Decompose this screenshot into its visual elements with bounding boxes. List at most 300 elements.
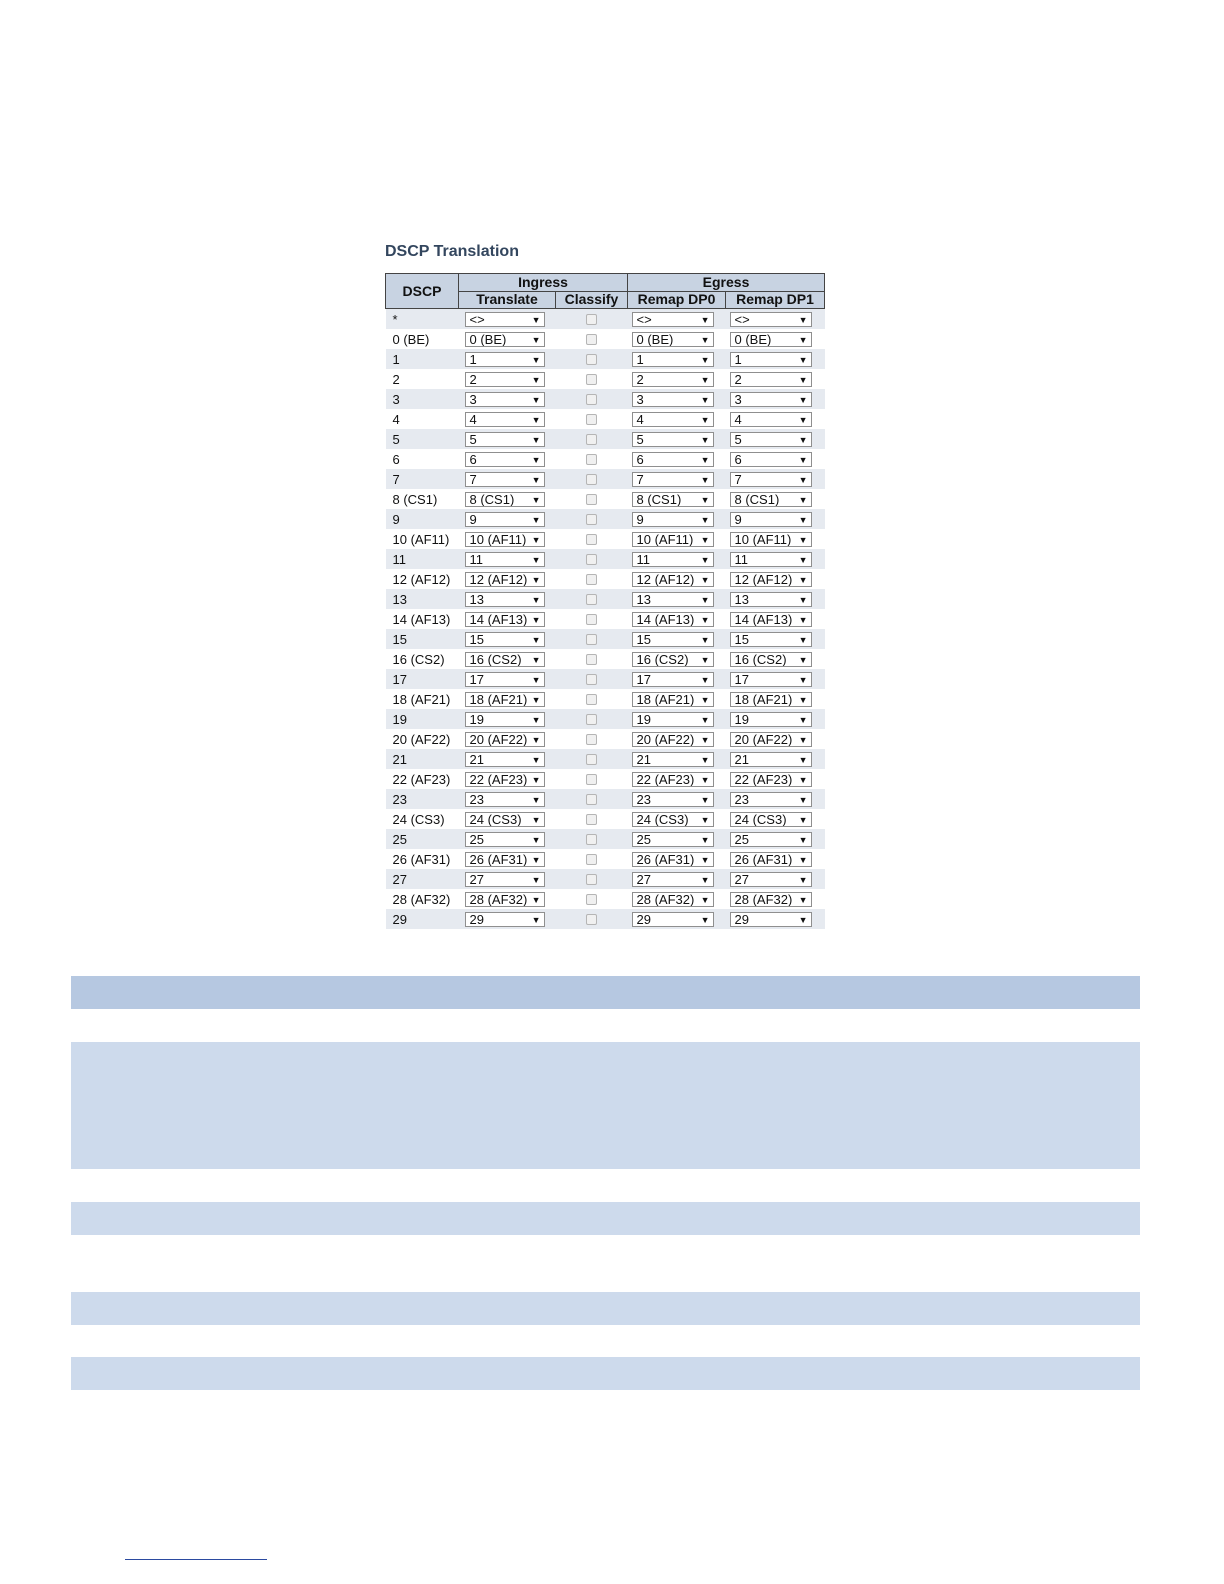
translate-select[interactable] xyxy=(465,672,545,687)
remap-dp1-cell xyxy=(726,749,825,769)
classify-checkbox[interactable] xyxy=(586,814,597,825)
chevron-down-icon: ▼ xyxy=(700,814,710,825)
chevron-down-icon: ▼ xyxy=(531,654,541,665)
translate-select[interactable] xyxy=(465,392,545,407)
chevron-down-icon: ▼ xyxy=(798,694,808,705)
chevron-down-icon: ▼ xyxy=(798,494,808,505)
chevron-down-icon: ▼ xyxy=(700,854,710,865)
remap-dp1-cell xyxy=(726,529,825,549)
classify-checkbox[interactable] xyxy=(586,494,597,505)
footnote-rule xyxy=(125,1559,267,1560)
translate-cell xyxy=(459,829,556,849)
translate-select[interactable] xyxy=(465,352,545,367)
remap-dp1-cell xyxy=(726,329,825,349)
remap-dp1-value: 7 xyxy=(734,471,742,487)
remap-dp1-select[interactable] xyxy=(730,372,812,387)
translate-select[interactable] xyxy=(465,752,545,767)
remap-dp1-cell xyxy=(726,469,825,489)
dscp-label: 27 xyxy=(386,869,459,889)
remap-dp0-value: 8 (CS1) xyxy=(636,491,682,507)
chevron-down-icon: ▼ xyxy=(798,454,808,465)
classify-checkbox[interactable] xyxy=(586,834,597,845)
remap-dp0-select[interactable] xyxy=(632,792,714,807)
classify-cell xyxy=(556,889,628,909)
remap-dp1-cell xyxy=(726,489,825,509)
classify-checkbox[interactable] xyxy=(586,894,597,905)
translate-cell xyxy=(459,369,556,389)
translate-select[interactable] xyxy=(465,412,545,427)
translate-cell xyxy=(459,489,556,509)
translate-value: 12 (AF12) xyxy=(469,571,528,587)
remap-dp1-value: 14 (AF13) xyxy=(734,611,793,627)
translate-select[interactable] xyxy=(465,432,545,447)
translate-cell xyxy=(459,849,556,869)
remap-dp1-value: 4 xyxy=(734,411,742,427)
page-title: DSCP Translation xyxy=(385,243,519,260)
remap-dp1-select[interactable] xyxy=(730,652,812,667)
classify-checkbox[interactable] xyxy=(586,354,597,365)
remap-dp1-value: 15 xyxy=(734,631,749,647)
remap-dp1-cell xyxy=(726,409,825,429)
translate-select[interactable] xyxy=(465,792,545,807)
translate-value: 26 (AF31) xyxy=(469,851,528,867)
chevron-down-icon: ▼ xyxy=(700,754,710,765)
remap-dp0-cell xyxy=(628,429,726,449)
classify-checkbox[interactable] xyxy=(586,734,597,745)
classify-checkbox[interactable] xyxy=(586,474,597,485)
remap-dp1-select[interactable] xyxy=(730,592,812,607)
translate-value: 3 xyxy=(469,391,477,407)
remap-dp1-cell xyxy=(726,909,825,929)
translate-select[interactable] xyxy=(465,692,545,707)
chevron-down-icon: ▼ xyxy=(700,434,710,445)
dscp-label: 14 (AF13) xyxy=(386,609,459,629)
chevron-down-icon: ▼ xyxy=(700,774,710,785)
remap-dp0-select[interactable] xyxy=(632,852,714,867)
table-row xyxy=(386,509,825,529)
translate-select[interactable] xyxy=(465,312,545,327)
chevron-down-icon: ▼ xyxy=(700,574,710,585)
remap-dp0-select[interactable] xyxy=(632,512,714,527)
remap-dp0-select[interactable] xyxy=(632,772,714,787)
chevron-down-icon: ▼ xyxy=(700,394,710,405)
translate-select[interactable] xyxy=(465,372,545,387)
remap-dp1-value: 27 xyxy=(734,871,749,887)
classify-cell xyxy=(556,369,628,389)
header-classify: Classify xyxy=(556,291,628,309)
remap-dp0-select[interactable] xyxy=(632,592,714,607)
remap-dp0-select[interactable] xyxy=(632,752,714,767)
shaded-band xyxy=(71,1357,1140,1390)
remap-dp1-value: 5 xyxy=(734,431,742,447)
classify-checkbox[interactable] xyxy=(586,414,597,425)
remap-dp0-select[interactable] xyxy=(632,552,714,567)
remap-dp0-select[interactable] xyxy=(632,312,714,327)
table-row xyxy=(386,869,825,889)
translate-cell xyxy=(459,769,556,789)
chevron-down-icon: ▼ xyxy=(700,374,710,385)
remap-dp0-cell xyxy=(628,869,726,889)
remap-dp1-select[interactable] xyxy=(730,412,812,427)
remap-dp0-cell xyxy=(628,549,726,569)
remap-dp1-select[interactable] xyxy=(730,672,812,687)
remap-dp0-select[interactable] xyxy=(632,892,714,907)
classify-checkbox[interactable] xyxy=(586,434,597,445)
classify-cell xyxy=(556,469,628,489)
classify-checkbox[interactable] xyxy=(586,794,597,805)
header-egress: Egress xyxy=(628,274,825,292)
remap-dp1-select[interactable] xyxy=(730,892,812,907)
table-row xyxy=(386,749,825,769)
classify-checkbox[interactable] xyxy=(586,914,597,925)
chevron-down-icon: ▼ xyxy=(798,754,808,765)
classify-cell xyxy=(556,569,628,589)
chevron-down-icon: ▼ xyxy=(798,374,808,385)
remap-dp0-select[interactable] xyxy=(632,452,714,467)
chevron-down-icon: ▼ xyxy=(531,574,541,585)
remap-dp0-select[interactable] xyxy=(632,632,714,647)
header-remap-dp1: Remap DP1 xyxy=(726,291,825,309)
classify-checkbox[interactable] xyxy=(586,554,597,565)
chevron-down-icon: ▼ xyxy=(531,414,541,425)
remap-dp0-cell xyxy=(628,509,726,529)
remap-dp0-cell xyxy=(628,749,726,769)
remap-dp0-value: 3 xyxy=(636,391,644,407)
chevron-down-icon: ▼ xyxy=(798,894,808,905)
translate-select[interactable] xyxy=(465,452,545,467)
remap-dp0-cell xyxy=(628,689,726,709)
remap-dp1-value: <> xyxy=(734,311,750,327)
chevron-down-icon: ▼ xyxy=(531,314,541,325)
remap-dp1-value: 8 (CS1) xyxy=(734,491,780,507)
remap-dp0-select[interactable] xyxy=(632,492,714,507)
chevron-down-icon: ▼ xyxy=(798,334,808,345)
remap-dp0-select[interactable] xyxy=(632,872,714,887)
classify-checkbox[interactable] xyxy=(586,774,597,785)
chevron-down-icon: ▼ xyxy=(531,474,541,485)
remap-dp1-select[interactable] xyxy=(730,692,812,707)
classify-cell xyxy=(556,909,628,929)
chevron-down-icon: ▼ xyxy=(798,434,808,445)
translate-select[interactable] xyxy=(465,892,545,907)
classify-checkbox[interactable] xyxy=(586,394,597,405)
chevron-down-icon: ▼ xyxy=(700,474,710,485)
classify-cell xyxy=(556,509,628,529)
classify-cell xyxy=(556,329,628,349)
translate-value: 22 (AF23) xyxy=(469,771,528,787)
remap-dp0-select[interactable] xyxy=(632,832,714,847)
remap-dp1-select[interactable] xyxy=(730,732,812,747)
classify-checkbox[interactable] xyxy=(586,714,597,725)
remap-dp0-value: 10 (AF11) xyxy=(636,531,694,547)
shaded-band xyxy=(71,976,1140,1009)
remap-dp0-value: 13 xyxy=(636,591,651,607)
remap-dp1-select[interactable] xyxy=(730,572,812,587)
remap-dp1-select[interactable] xyxy=(730,852,812,867)
remap-dp1-select[interactable] xyxy=(730,452,812,467)
remap-dp1-select[interactable] xyxy=(730,912,812,927)
translate-cell xyxy=(459,609,556,629)
chevron-down-icon: ▼ xyxy=(798,854,808,865)
remap-dp0-cell xyxy=(628,649,726,669)
classify-checkbox[interactable] xyxy=(586,634,597,645)
classify-checkbox[interactable] xyxy=(586,854,597,865)
remap-dp1-select[interactable] xyxy=(730,552,812,567)
remap-dp1-cell xyxy=(726,849,825,869)
dscp-label: 26 (AF31) xyxy=(386,849,459,869)
translate-cell xyxy=(459,729,556,749)
dscp-label: 10 (AF11) xyxy=(386,529,459,549)
dscp-label: * xyxy=(386,309,459,330)
remap-dp1-cell xyxy=(726,569,825,589)
table-row xyxy=(386,829,825,849)
remap-dp0-select[interactable] xyxy=(632,912,714,927)
remap-dp1-select[interactable] xyxy=(730,392,812,407)
remap-dp0-select[interactable] xyxy=(632,812,714,827)
classify-cell xyxy=(556,609,628,629)
chevron-down-icon: ▼ xyxy=(700,674,710,685)
remap-dp0-select[interactable] xyxy=(632,572,714,587)
translate-select[interactable] xyxy=(465,592,545,607)
remap-dp0-select[interactable] xyxy=(632,412,714,427)
remap-dp1-select[interactable] xyxy=(730,752,812,767)
translate-cell xyxy=(459,569,556,589)
translate-select[interactable] xyxy=(465,552,545,567)
remap-dp0-select[interactable] xyxy=(632,732,714,747)
remap-dp0-value: <> xyxy=(636,311,652,327)
classify-cell xyxy=(556,709,628,729)
remap-dp1-value: 3 xyxy=(734,391,742,407)
classify-checkbox[interactable] xyxy=(586,694,597,705)
translate-select[interactable] xyxy=(465,872,545,887)
classify-checkbox[interactable] xyxy=(586,514,597,525)
remap-dp0-cell xyxy=(628,469,726,489)
translate-value: 10 (AF11) xyxy=(469,531,527,547)
dscp-label: 21 xyxy=(386,749,459,769)
remap-dp0-value: 12 (AF12) xyxy=(636,571,695,587)
remap-dp1-select[interactable] xyxy=(730,532,812,547)
classify-cell xyxy=(556,789,628,809)
translate-select[interactable] xyxy=(465,512,545,527)
classify-checkbox[interactable] xyxy=(586,874,597,885)
classify-checkbox[interactable] xyxy=(586,754,597,765)
chevron-down-icon: ▼ xyxy=(798,874,808,885)
translate-select[interactable] xyxy=(465,492,545,507)
dscp-label: 28 (AF32) xyxy=(386,889,459,909)
translate-select[interactable] xyxy=(465,732,545,747)
translate-value: 21 xyxy=(469,751,484,767)
remap-dp1-select[interactable] xyxy=(730,792,812,807)
remap-dp1-select[interactable] xyxy=(730,332,812,347)
translate-select[interactable] xyxy=(465,332,545,347)
translate-select[interactable] xyxy=(465,532,545,547)
remap-dp0-value: 20 (AF22) xyxy=(636,731,695,747)
remap-dp1-select[interactable] xyxy=(730,312,812,327)
remap-dp0-value: 1 xyxy=(636,351,644,367)
remap-dp0-select[interactable] xyxy=(632,332,714,347)
table-row xyxy=(386,629,825,649)
table-body xyxy=(386,309,825,930)
remap-dp1-value: 13 xyxy=(734,591,749,607)
remap-dp0-select[interactable] xyxy=(632,712,714,727)
remap-dp1-select[interactable] xyxy=(730,472,812,487)
remap-dp1-cell xyxy=(726,449,825,469)
dscp-label: 20 (AF22) xyxy=(386,729,459,749)
translate-value: 0 (BE) xyxy=(469,331,507,347)
translate-select[interactable] xyxy=(465,912,545,927)
translate-cell xyxy=(459,429,556,449)
remap-dp1-value: 20 (AF22) xyxy=(734,731,793,747)
chevron-down-icon: ▼ xyxy=(531,854,541,865)
remap-dp1-cell xyxy=(726,429,825,449)
classify-checkbox[interactable] xyxy=(586,314,597,325)
classify-cell xyxy=(556,529,628,549)
translate-select[interactable] xyxy=(465,612,545,627)
remap-dp0-select[interactable] xyxy=(632,672,714,687)
remap-dp1-cell xyxy=(726,349,825,369)
classify-checkbox[interactable] xyxy=(586,654,597,665)
classify-checkbox[interactable] xyxy=(586,454,597,465)
remap-dp0-cell xyxy=(628,789,726,809)
chevron-down-icon: ▼ xyxy=(700,874,710,885)
table-row xyxy=(386,649,825,669)
remap-dp1-cell xyxy=(726,869,825,889)
translate-select[interactable] xyxy=(465,472,545,487)
chevron-down-icon: ▼ xyxy=(531,434,541,445)
remap-dp0-select[interactable] xyxy=(632,372,714,387)
remap-dp1-cell xyxy=(726,789,825,809)
translate-select[interactable] xyxy=(465,632,545,647)
remap-dp1-value: 26 (AF31) xyxy=(734,851,793,867)
classify-cell xyxy=(556,549,628,569)
translate-value: 29 xyxy=(469,911,484,927)
remap-dp0-cell xyxy=(628,489,726,509)
translate-value: 2 xyxy=(469,371,477,387)
translate-select[interactable] xyxy=(465,832,545,847)
remap-dp1-select[interactable] xyxy=(730,832,812,847)
chevron-down-icon: ▼ xyxy=(798,914,808,925)
translate-value: 7 xyxy=(469,471,477,487)
remap-dp1-select[interactable] xyxy=(730,772,812,787)
remap-dp0-cell xyxy=(628,589,726,609)
chevron-down-icon: ▼ xyxy=(531,914,541,925)
remap-dp1-select[interactable] xyxy=(730,612,812,627)
remap-dp1-select[interactable] xyxy=(730,812,812,827)
remap-dp0-value: 11 xyxy=(636,551,650,567)
remap-dp1-select[interactable] xyxy=(730,352,812,367)
translate-value: 18 (AF21) xyxy=(469,691,528,707)
remap-dp0-select[interactable] xyxy=(632,532,714,547)
translate-select[interactable] xyxy=(465,712,545,727)
translate-value: 28 (AF32) xyxy=(469,891,528,907)
classify-cell xyxy=(556,669,628,689)
remap-dp1-select[interactable] xyxy=(730,632,812,647)
dscp-label: 8 (CS1) xyxy=(386,489,459,509)
chevron-down-icon: ▼ xyxy=(531,394,541,405)
classify-checkbox[interactable] xyxy=(586,574,597,585)
remap-dp1-cell xyxy=(726,829,825,849)
remap-dp0-value: 17 xyxy=(636,671,651,687)
remap-dp1-value: 10 (AF11) xyxy=(734,531,792,547)
translate-cell xyxy=(459,469,556,489)
header-ingress: Ingress xyxy=(459,274,628,292)
chevron-down-icon: ▼ xyxy=(798,514,808,525)
remap-dp1-select[interactable] xyxy=(730,492,812,507)
classify-checkbox[interactable] xyxy=(586,594,597,605)
remap-dp0-select[interactable] xyxy=(632,652,714,667)
translate-cell xyxy=(459,689,556,709)
chevron-down-icon: ▼ xyxy=(700,594,710,605)
classify-cell xyxy=(556,409,628,429)
remap-dp0-cell xyxy=(628,609,726,629)
remap-dp0-cell xyxy=(628,889,726,909)
remap-dp0-select[interactable] xyxy=(632,612,714,627)
translate-select[interactable] xyxy=(465,852,545,867)
chevron-down-icon: ▼ xyxy=(700,494,710,505)
classify-cell xyxy=(556,729,628,749)
classify-cell xyxy=(556,829,628,849)
remap-dp1-cell xyxy=(726,629,825,649)
dscp-label: 2 xyxy=(386,369,459,389)
translate-cell xyxy=(459,409,556,429)
translate-value: 17 xyxy=(469,671,484,687)
classify-checkbox[interactable] xyxy=(586,534,597,545)
remap-dp0-value: 24 (CS3) xyxy=(636,811,689,827)
remap-dp1-value: 25 xyxy=(734,831,749,847)
translate-cell xyxy=(459,329,556,349)
chevron-down-icon: ▼ xyxy=(531,334,541,345)
translate-select[interactable] xyxy=(465,652,545,667)
table-row xyxy=(386,529,825,549)
remap-dp0-select[interactable] xyxy=(632,692,714,707)
remap-dp1-select[interactable] xyxy=(730,512,812,527)
translate-value: 27 xyxy=(469,871,484,887)
translate-select[interactable] xyxy=(465,772,545,787)
remap-dp1-select[interactable] xyxy=(730,872,812,887)
translate-cell xyxy=(459,449,556,469)
classify-cell xyxy=(556,769,628,789)
remap-dp0-select[interactable] xyxy=(632,472,714,487)
dscp-label: 16 (CS2) xyxy=(386,649,459,669)
remap-dp0-cell xyxy=(628,669,726,689)
chevron-down-icon: ▼ xyxy=(700,534,710,545)
remap-dp0-select[interactable] xyxy=(632,392,714,407)
classify-checkbox[interactable] xyxy=(586,614,597,625)
table-row xyxy=(386,429,825,449)
remap-dp0-value: 21 xyxy=(636,751,651,767)
translate-select[interactable] xyxy=(465,812,545,827)
classify-checkbox[interactable] xyxy=(586,374,597,385)
classify-cell xyxy=(556,449,628,469)
classify-cell xyxy=(556,489,628,509)
remap-dp0-select[interactable] xyxy=(632,432,714,447)
shaded-band xyxy=(71,1202,1140,1235)
chevron-down-icon: ▼ xyxy=(798,394,808,405)
remap-dp1-value: 18 (AF21) xyxy=(734,691,793,707)
chevron-down-icon: ▼ xyxy=(531,714,541,725)
remap-dp0-value: 28 (AF32) xyxy=(636,891,695,907)
classify-checkbox[interactable] xyxy=(586,334,597,345)
chevron-down-icon: ▼ xyxy=(700,554,710,565)
classify-checkbox[interactable] xyxy=(586,674,597,685)
translate-select[interactable] xyxy=(465,572,545,587)
chevron-down-icon: ▼ xyxy=(531,734,541,745)
chevron-down-icon: ▼ xyxy=(531,634,541,645)
remap-dp1-select[interactable] xyxy=(730,432,812,447)
remap-dp0-select[interactable] xyxy=(632,352,714,367)
remap-dp1-select[interactable] xyxy=(730,712,812,727)
translate-cell xyxy=(459,809,556,829)
